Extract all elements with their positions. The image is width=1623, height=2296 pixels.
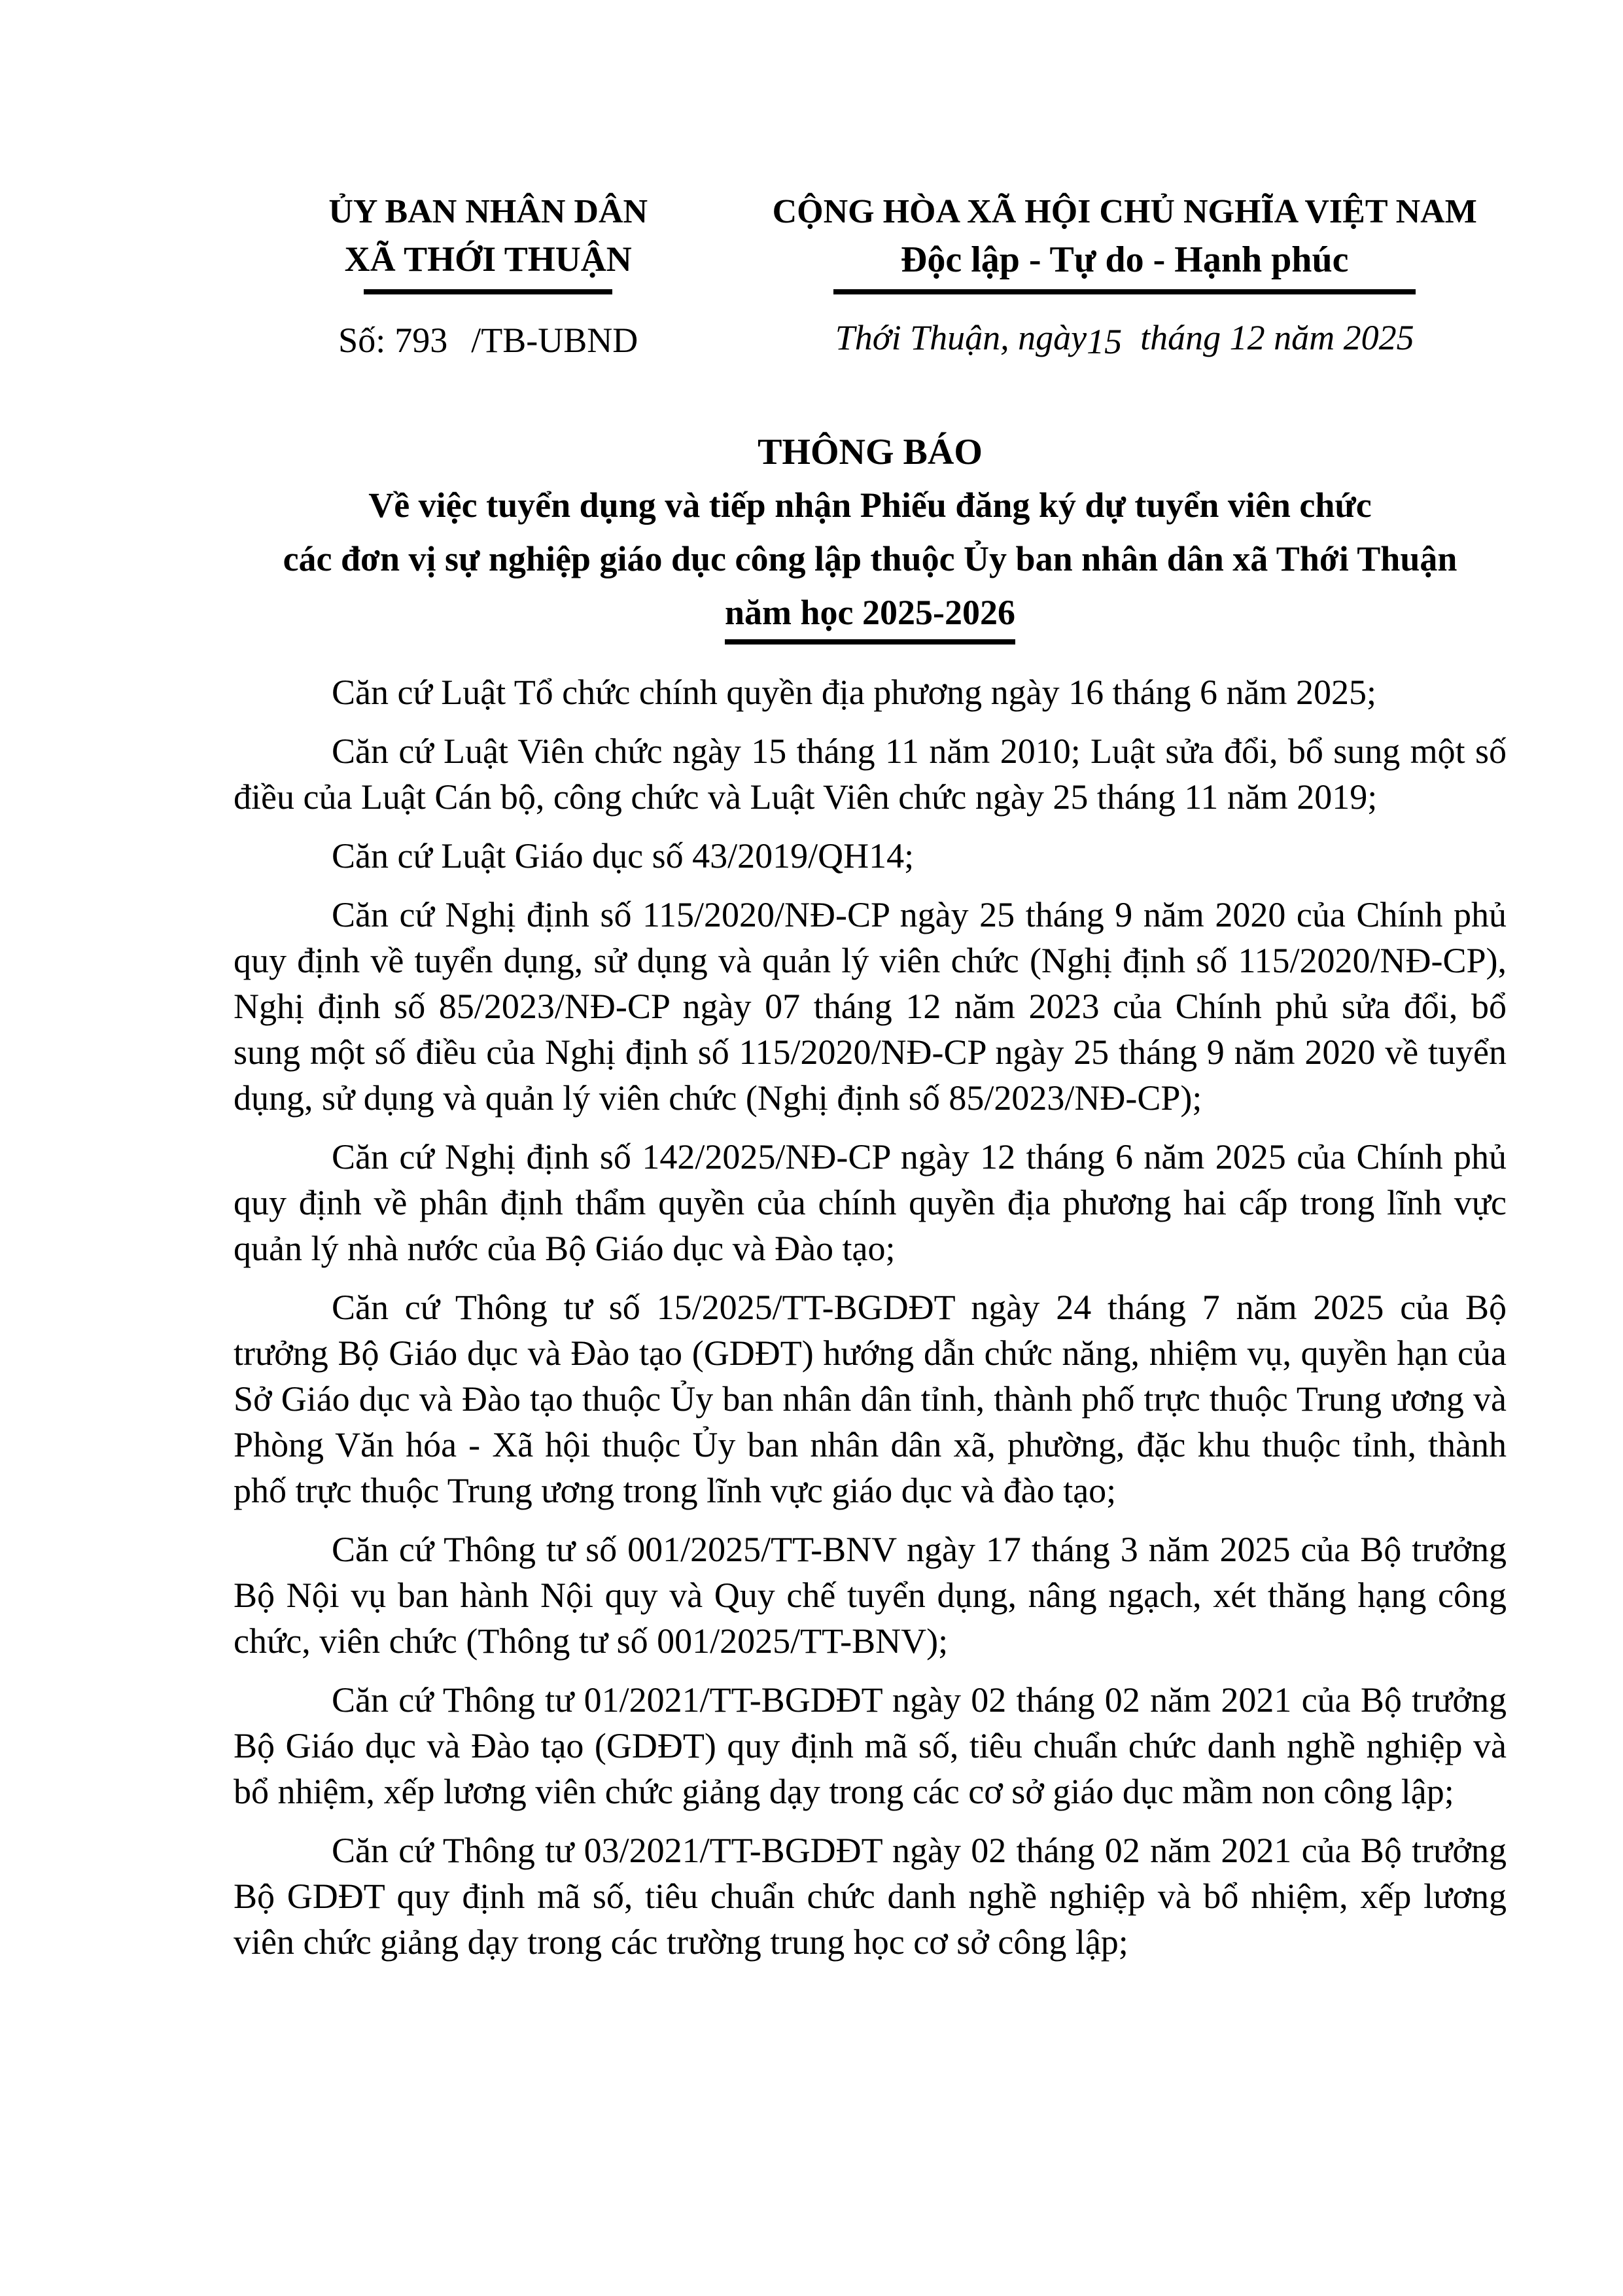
legal-basis-paragraph-4: Căn cứ Nghị định số 115/2020/NĐ-CP ngày 25 tháng 9 năm 2020 của Chính phủ quy định về tuyển dụng, sử dụng và quản lý viên chức (Nghị định số 115/2020/NĐ-CP), Nghị định số 85/2023/NĐ-CP ngày 07 tháng 12 năm 2023 của Chính phủ sửa đổi, bổ sung một số điều của Nghị định số 115/2020/NĐ-CP ngày 25 tháng 9 năm 2020 về tuyển dụng, sử dụng và quản lý viên chức (Nghị định số 85/2023/NĐ-CP); (234, 895, 1507, 1118)
place-date-line (742, 314, 1507, 361)
date-prefix: Thới Thuận, ngày (835, 318, 1087, 357)
legal-basis-paragraph-9: Căn cứ Thông tư 03/2021/TT-BGDĐT ngày 02 tháng 02 năm 2021 của Bộ trưởng Bộ GDĐT quy định mã số, tiêu chuẩn chức danh nghề nghiệp và bổ nhiệm, xếp lương viên chức giảng dạy trong các trường trung học cơ sở công lập; (234, 1831, 1507, 1962)
document-header (234, 188, 1507, 364)
legal-basis-paragraph-5: Căn cứ Nghị định số 142/2025/NĐ-CP ngày 12 tháng 6 năm 2025 của Chính phủ quy định về phân định thẩm quyền của chính quyền địa phương hai cấp trong lĩnh vực quản lý nhà nước của Bộ Giáo dục và Đào tạo; (234, 1137, 1507, 1268)
legal-basis-paragraph-7: Căn cứ Thông tư số 001/2025/TT-BNV ngày 17 tháng 3 năm 2025 của Bộ trưởng Bộ Nội vụ ban hành Nội quy và Quy chế tuyển dụng, nâng ngạch, xét thăng hạng công chức, viên chức (Thông tư số 001/2025/TT-BNV); (234, 1530, 1507, 1661)
document-number-value: 793 (394, 321, 448, 360)
motto-underline (833, 289, 1416, 294)
issuing-authority-name: XÃ THỚI THUẬN (344, 239, 632, 279)
notice-subtitle-line1: Về việc tuyển dụng và tiếp nhận Phiếu đăng ký dự tuyển viên chức (368, 486, 1372, 525)
date-day: 15 (1087, 322, 1123, 361)
country-name: CỘNG HÒA XÃ HỘI CHỦ NGHĨA VIỆT NAM (772, 193, 1477, 230)
national-motto: Độc lập - Tự do - Hạnh phúc (900, 239, 1349, 280)
notice-subtitle-line3-wrap (234, 586, 1507, 645)
national-header-block (742, 188, 1507, 361)
notice-subtitle-line3: năm học 2025-2026 (725, 592, 1015, 645)
notice-subtitle-line2: các đơn vị sự nghiệp giáo dục công lập thuộc Ủy ban nhân dân xã Thới Thuận (283, 539, 1457, 578)
legal-basis-paragraph-6: Căn cứ Thông tư số 15/2025/TT-BGDĐT ngày 24 tháng 7 năm 2025 của Bộ trưởng Bộ Giáo dục và Đào tạo (GDĐT) hướng dẫn chức năng, nhiệm vụ, quyền hạn của Sở Giáo dục và Đào tạo thuộc Ủy ban nhân dân tỉnh, thành phố trực thuộc Trung ương và Phòng Văn hóa - Xã hội thuộc Ủy ban nhân dân xã, phường, đặc khu thuộc tỉnh, thành phố trực thuộc Trung ương trong lĩnh vực giáo dục và đào tạo; (234, 1288, 1507, 1510)
title-block (234, 426, 1507, 645)
document-body (234, 669, 1507, 1965)
document-number-line (234, 317, 742, 364)
legal-basis-paragraph-8: Căn cứ Thông tư 01/2021/TT-BGDĐT ngày 02 tháng 02 năm 2021 của Bộ trưởng Bộ Giáo dục và Đào tạo (GDĐT) quy định mã số, tiêu chuẩn chức danh nghề nghiệp và bổ nhiệm, xếp lương viên chức giảng dạy trong các cơ sở giáo dục mầm non công lập; (234, 1680, 1507, 1811)
authority-underline (364, 289, 612, 294)
issuing-authority-block (234, 188, 742, 364)
notice-title: THÔNG BÁO (758, 432, 983, 472)
legal-basis-paragraph-3: Căn cứ Luật Giáo dục số 43/2019/QH14; (332, 836, 915, 875)
document-number-suffix: /TB-UBND (471, 321, 638, 360)
legal-basis-paragraph-2: Căn cứ Luật Viên chức ngày 15 tháng 11 năm 2010; Luật sửa đổi, bổ sung một số điều của Luật Cán bộ, công chức và Luật Viên chức ngày 25 tháng 11 năm 2019; (234, 732, 1507, 817)
issuing-authority-parent: ỦY BAN NHÂN DÂN (328, 193, 648, 230)
date-suffix: tháng 12 năm 2025 (1140, 318, 1414, 357)
legal-basis-paragraph-1: Căn cứ Luật Tổ chức chính quyền địa phương ngày 16 tháng 6 năm 2025; (332, 673, 1377, 712)
document-number-label: Số: (338, 321, 386, 360)
